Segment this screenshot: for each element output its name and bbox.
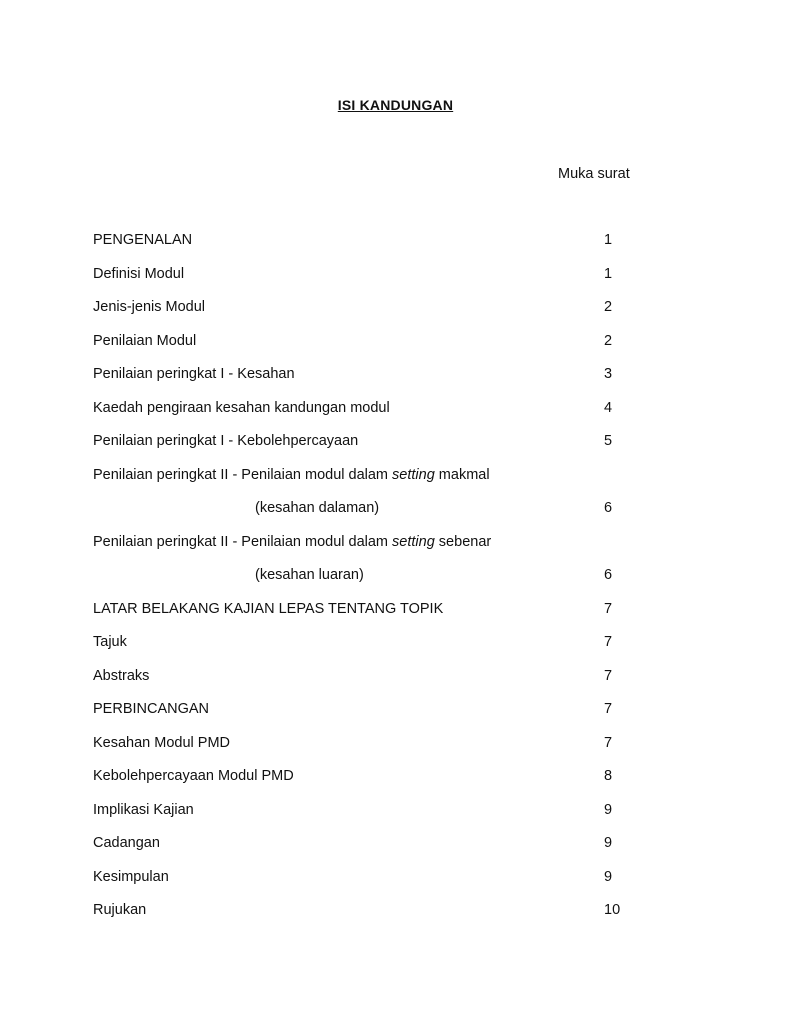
toc-entry — [0, 230, 791, 264]
toc-entry-page: 7 — [604, 667, 613, 684]
toc-entry — [0, 364, 791, 398]
toc-entry-page: 8 — [604, 768, 613, 784]
toc-entry — [0, 766, 791, 800]
toc-entry-label: Rujukan — [93, 902, 147, 918]
toc-entry-page: 2 — [604, 299, 613, 315]
toc-entry-label: Penilaian peringkat II - Penilaian modul dalam setting makmal — [93, 466, 490, 483]
toc-entry — [0, 465, 791, 499]
toc-entry-label: Penilaian peringkat II - Penilaian modul dalam setting sebenar — [93, 533, 492, 550]
toc-entry — [0, 264, 791, 298]
toc-entry-label: (kesahan dalaman) — [255, 500, 380, 516]
toc-entry — [0, 867, 791, 901]
page-number-column-header: Muka surat — [558, 166, 630, 182]
toc-entry-label: Penilaian Modul — [93, 332, 197, 349]
toc-entry-page: 9 — [604, 801, 613, 818]
toc-entry-label: Abstraks — [93, 667, 150, 684]
toc-entry-page: 7 — [604, 634, 613, 650]
toc-entry-page: 7 — [604, 600, 613, 617]
toc-entry-page: 7 — [604, 701, 613, 717]
toc-entry-page: 9 — [604, 868, 613, 885]
toc-entry-label: Kesahan Modul PMD — [93, 734, 231, 751]
toc-entry-label: LATAR BELAKANG KAJIAN LEPAS TENTANG TOPIK — [93, 600, 444, 617]
toc-entry — [0, 599, 791, 633]
toc-entry — [0, 800, 791, 834]
toc-entry — [0, 532, 791, 566]
toc-entry-label: (kesahan luaran) — [255, 567, 364, 583]
toc-entry-label: Definisi Modul — [93, 265, 185, 282]
toc-entry — [0, 632, 791, 666]
toc-entry-label: Tajuk — [93, 634, 127, 650]
table-of-contents — [0, 230, 791, 934]
toc-entry-label: PENGENALAN — [93, 232, 193, 248]
toc-entry-label: Kebolehpercayaan Modul PMD — [93, 768, 294, 784]
toc-entry-page: 5 — [604, 433, 613, 449]
toc-entry — [0, 666, 791, 700]
toc-entry — [0, 331, 791, 365]
toc-entry-page: 2 — [604, 332, 613, 349]
toc-entry — [0, 733, 791, 767]
toc-entry-label: Kesimpulan — [93, 868, 169, 885]
toc-entry-label: Jenis-jenis Modul — [93, 299, 206, 315]
toc-entry-page: 1 — [604, 265, 613, 282]
toc-entry-label: Penilaian peringkat I - Kebolehpercayaan — [93, 433, 359, 449]
toc-entry-label: Implikasi Kajian — [93, 801, 194, 818]
toc-entry — [0, 297, 791, 331]
toc-entry — [0, 431, 791, 465]
toc-entry-continuation — [0, 565, 791, 599]
toc-entry-page: 1 — [604, 232, 613, 248]
toc-entry-page: 7 — [604, 734, 613, 751]
toc-entry-page: 6 — [604, 567, 613, 583]
toc-entry-label: PERBINCANGAN — [93, 701, 210, 717]
toc-entry-label: Penilaian peringkat I - Kesahan — [93, 366, 295, 382]
toc-entry-label: Cadangan — [93, 835, 160, 851]
toc-entry-label: Kaedah pengiraan kesahan kandungan modul — [93, 399, 390, 416]
page-title: ISI KANDUNGAN — [337, 97, 454, 113]
toc-entry — [0, 699, 791, 733]
toc-entry-page: 6 — [604, 500, 613, 516]
toc-entry — [0, 833, 791, 867]
toc-entry-continuation — [0, 498, 791, 532]
toc-entry — [0, 900, 791, 934]
toc-entry-page: 9 — [604, 835, 613, 851]
toc-entry-page: 10 — [604, 902, 621, 918]
toc-entry-page: 4 — [604, 399, 613, 416]
toc-entry-page: 3 — [604, 366, 613, 382]
toc-entry — [0, 398, 791, 432]
